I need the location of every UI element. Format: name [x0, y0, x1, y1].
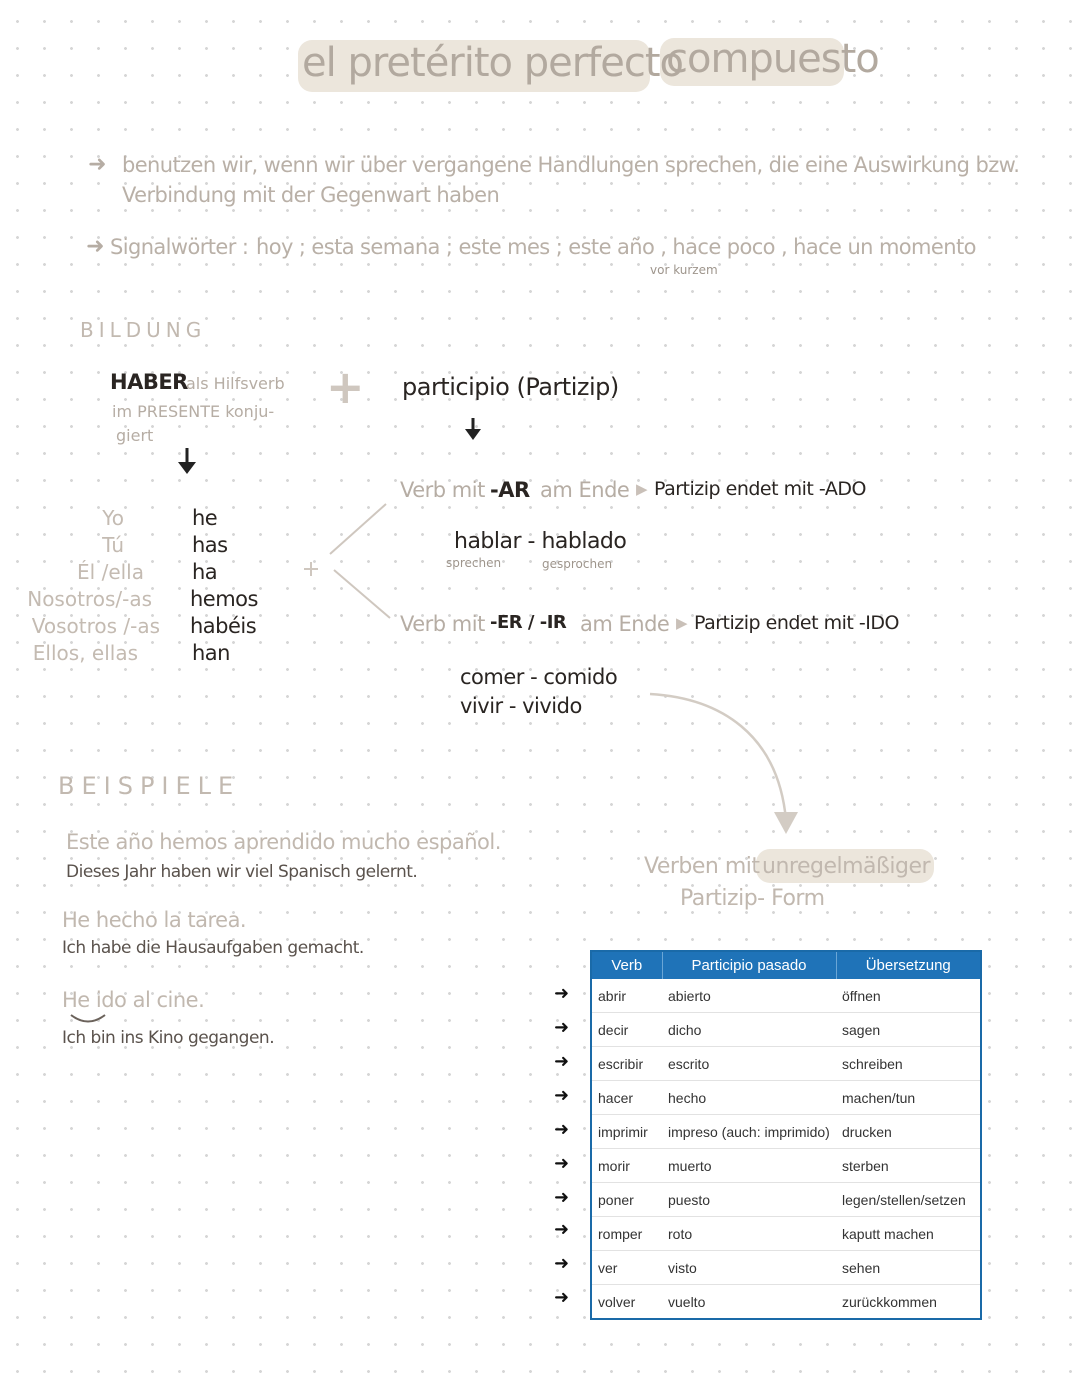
cell-translation: sagen — [836, 1013, 981, 1047]
signal-words: hoy ; esta semana ; este mes ; este año , hace poco , hace un momento — [256, 235, 976, 259]
haber-label: HABER — [110, 370, 188, 394]
example-german: Ich bin ins Kino gegangen. — [62, 1028, 275, 1048]
cell-verb: volver — [598, 1293, 636, 1310]
haber-form: has — [192, 533, 228, 557]
ar-example-de-2: gesprochen — [542, 557, 613, 571]
example-german: Ich habe die Hausaufgaben gemacht. — [62, 938, 364, 958]
ar-example-de-1: sprechen — [446, 556, 502, 570]
branch-lines — [296, 498, 396, 622]
cell-verb: morir — [591, 1149, 662, 1183]
haber-note-3: giert — [116, 426, 154, 445]
table-row — [591, 1047, 981, 1081]
haber-note-2: im PRESENTE konju- — [112, 402, 275, 421]
pronoun: Él /ella — [77, 560, 144, 584]
cell-participio: puesto — [662, 1183, 836, 1217]
cell-participio: vuelto — [668, 1293, 706, 1310]
arrow-right-icon: ➜ — [554, 1017, 570, 1038]
table-row — [591, 1013, 981, 1047]
rule-ar-result: Partizip endet mit -ADO — [654, 478, 866, 500]
example-german: Dieses Jahr haben wir viel Spanisch gelernt. — [66, 862, 418, 882]
curved-arrow-icon — [640, 682, 810, 842]
er-example-1: comer - comido — [460, 665, 618, 689]
section-heading-bildung: BILDUNG — [80, 318, 207, 342]
haber-form: han — [192, 641, 230, 665]
intro-line-2: Verbindung mit der Gegenwart haben — [122, 183, 500, 207]
plus-icon: + — [326, 360, 365, 414]
arrow-right-icon: ➜ — [88, 152, 107, 177]
haber-form: ha — [192, 560, 218, 584]
arrow-right-icon: ➜ — [554, 1085, 570, 1106]
cell-translation: schreiben — [836, 1047, 981, 1081]
arrow-down-icon — [176, 448, 198, 476]
signal-note: vor kurzem — [650, 263, 718, 277]
table-row — [591, 1115, 981, 1149]
haber-form: hemos — [190, 587, 258, 611]
intro-line-1: benutzen wir, wenn wir über vergangene Handlungen sprechen, die eine Auswirkung bzw. — [122, 153, 1020, 177]
rule-ar-ending: -AR — [490, 478, 530, 502]
cell-translation: machen/tun — [836, 1081, 981, 1115]
irregular-note-2: Partizip- Form — [680, 886, 825, 911]
cell-verb: abrir — [591, 979, 662, 1013]
cell-participio: escrito — [662, 1047, 836, 1081]
pronoun: Nosotros/-as — [27, 587, 152, 611]
example-spanish: Este año hemos aprendido mucho español. — [66, 830, 501, 854]
column-header-verb: Verb — [591, 951, 662, 979]
irregular-participles-table — [590, 950, 982, 1320]
triangle-icon: ▶ — [676, 614, 688, 632]
section-heading-beispiele: BEISPIELE — [58, 772, 241, 800]
pronoun: Yo — [102, 506, 124, 530]
participio-label: participio (Partizip) — [402, 373, 619, 401]
cell-verb: romper — [591, 1217, 662, 1251]
liaison-mark — [68, 1012, 108, 1026]
cell-translation: öffnen — [836, 979, 981, 1013]
cell-participio: dicho — [662, 1013, 836, 1047]
example-spanish: He hecho la tarea. — [62, 908, 247, 932]
cell-translation: sehen — [836, 1251, 981, 1285]
pronoun: Vosotros /-as — [31, 614, 160, 638]
rule-ar-prefix: Verb mit — [400, 478, 485, 502]
table-row — [591, 1149, 981, 1183]
page-title: el pretérito perfecto — [302, 40, 684, 86]
cell-participio: hecho — [662, 1081, 836, 1115]
haber-form: he — [192, 506, 218, 530]
table-header-row — [591, 951, 981, 979]
rule-er-result: Partizip endet mit -IDO — [694, 612, 899, 634]
arrow-right-icon: ➜ — [554, 1287, 570, 1308]
haber-form: habéis — [190, 614, 257, 638]
rule-ar-suffix: am Ende — [540, 478, 630, 502]
table-row — [591, 1081, 981, 1115]
cell-verb: ver — [591, 1251, 662, 1285]
column-header-translation: Übersetzung — [836, 951, 981, 979]
column-header-participio: Participio pasado — [662, 951, 836, 979]
cell-participio: abierto — [662, 979, 836, 1013]
cell-verb: imprimir — [591, 1115, 662, 1149]
cell-verb: hacer — [591, 1081, 662, 1115]
arrow-right-icon: ➜ — [554, 983, 570, 1004]
arrow-right-icon: ➜ — [86, 234, 105, 259]
cell-participio: visto — [662, 1251, 836, 1285]
cell-translation: kaputt machen — [836, 1217, 981, 1251]
cell-participio: muerto — [662, 1149, 836, 1183]
arrow-right-icon: ➜ — [554, 1187, 570, 1208]
haber-note-1: als Hilfsverb — [186, 374, 285, 393]
table-row — [591, 1217, 981, 1251]
cell-verb: poner — [591, 1183, 662, 1217]
cell-verb: decir — [591, 1013, 662, 1047]
arrow-right-icon: ➜ — [554, 1219, 570, 1240]
pronoun: Ellos, ellas — [32, 641, 138, 665]
cell-verb: escribir — [591, 1047, 662, 1081]
irregular-note-1a: Verben mit — [644, 854, 760, 879]
arrow-right-icon: ➜ — [554, 1119, 570, 1140]
cell-translation: drucken — [836, 1115, 981, 1149]
er-example-2: vivir - vivido — [460, 694, 582, 718]
triangle-icon: ▶ — [636, 480, 648, 498]
rule-er-suffix: am Ende — [580, 612, 670, 636]
rule-er-prefix: Verb mit — [400, 612, 485, 636]
table-row — [591, 1251, 981, 1285]
cell-participio: impreso (auch: imprimido) — [662, 1115, 836, 1149]
signal-label: Signalwörter : — [110, 235, 249, 259]
arrow-right-icon: ➜ — [554, 1153, 570, 1174]
table-row — [591, 1285, 981, 1320]
example-spanish: He ido al cine. — [62, 988, 205, 1012]
cell-translation: sterben — [836, 1149, 981, 1183]
arrow-right-icon: ➜ — [554, 1051, 570, 1072]
irregular-note-1b: unregelmäßiger — [762, 854, 931, 879]
ar-example: hablar - hablado — [454, 529, 627, 554]
rule-er-ending: -ER / -IR — [490, 612, 567, 633]
cell-translation: legen/stellen/setzen — [836, 1183, 981, 1217]
table-row — [591, 979, 981, 1013]
table-row — [591, 1183, 981, 1217]
arrow-down-icon — [462, 418, 484, 442]
cell-translation: zurückkommen — [842, 1293, 937, 1310]
pronoun: Tú — [102, 533, 124, 557]
arrow-right-icon: ➜ — [554, 1253, 570, 1274]
page-title-2: compuesto — [666, 36, 879, 82]
cell-participio: roto — [662, 1217, 836, 1251]
